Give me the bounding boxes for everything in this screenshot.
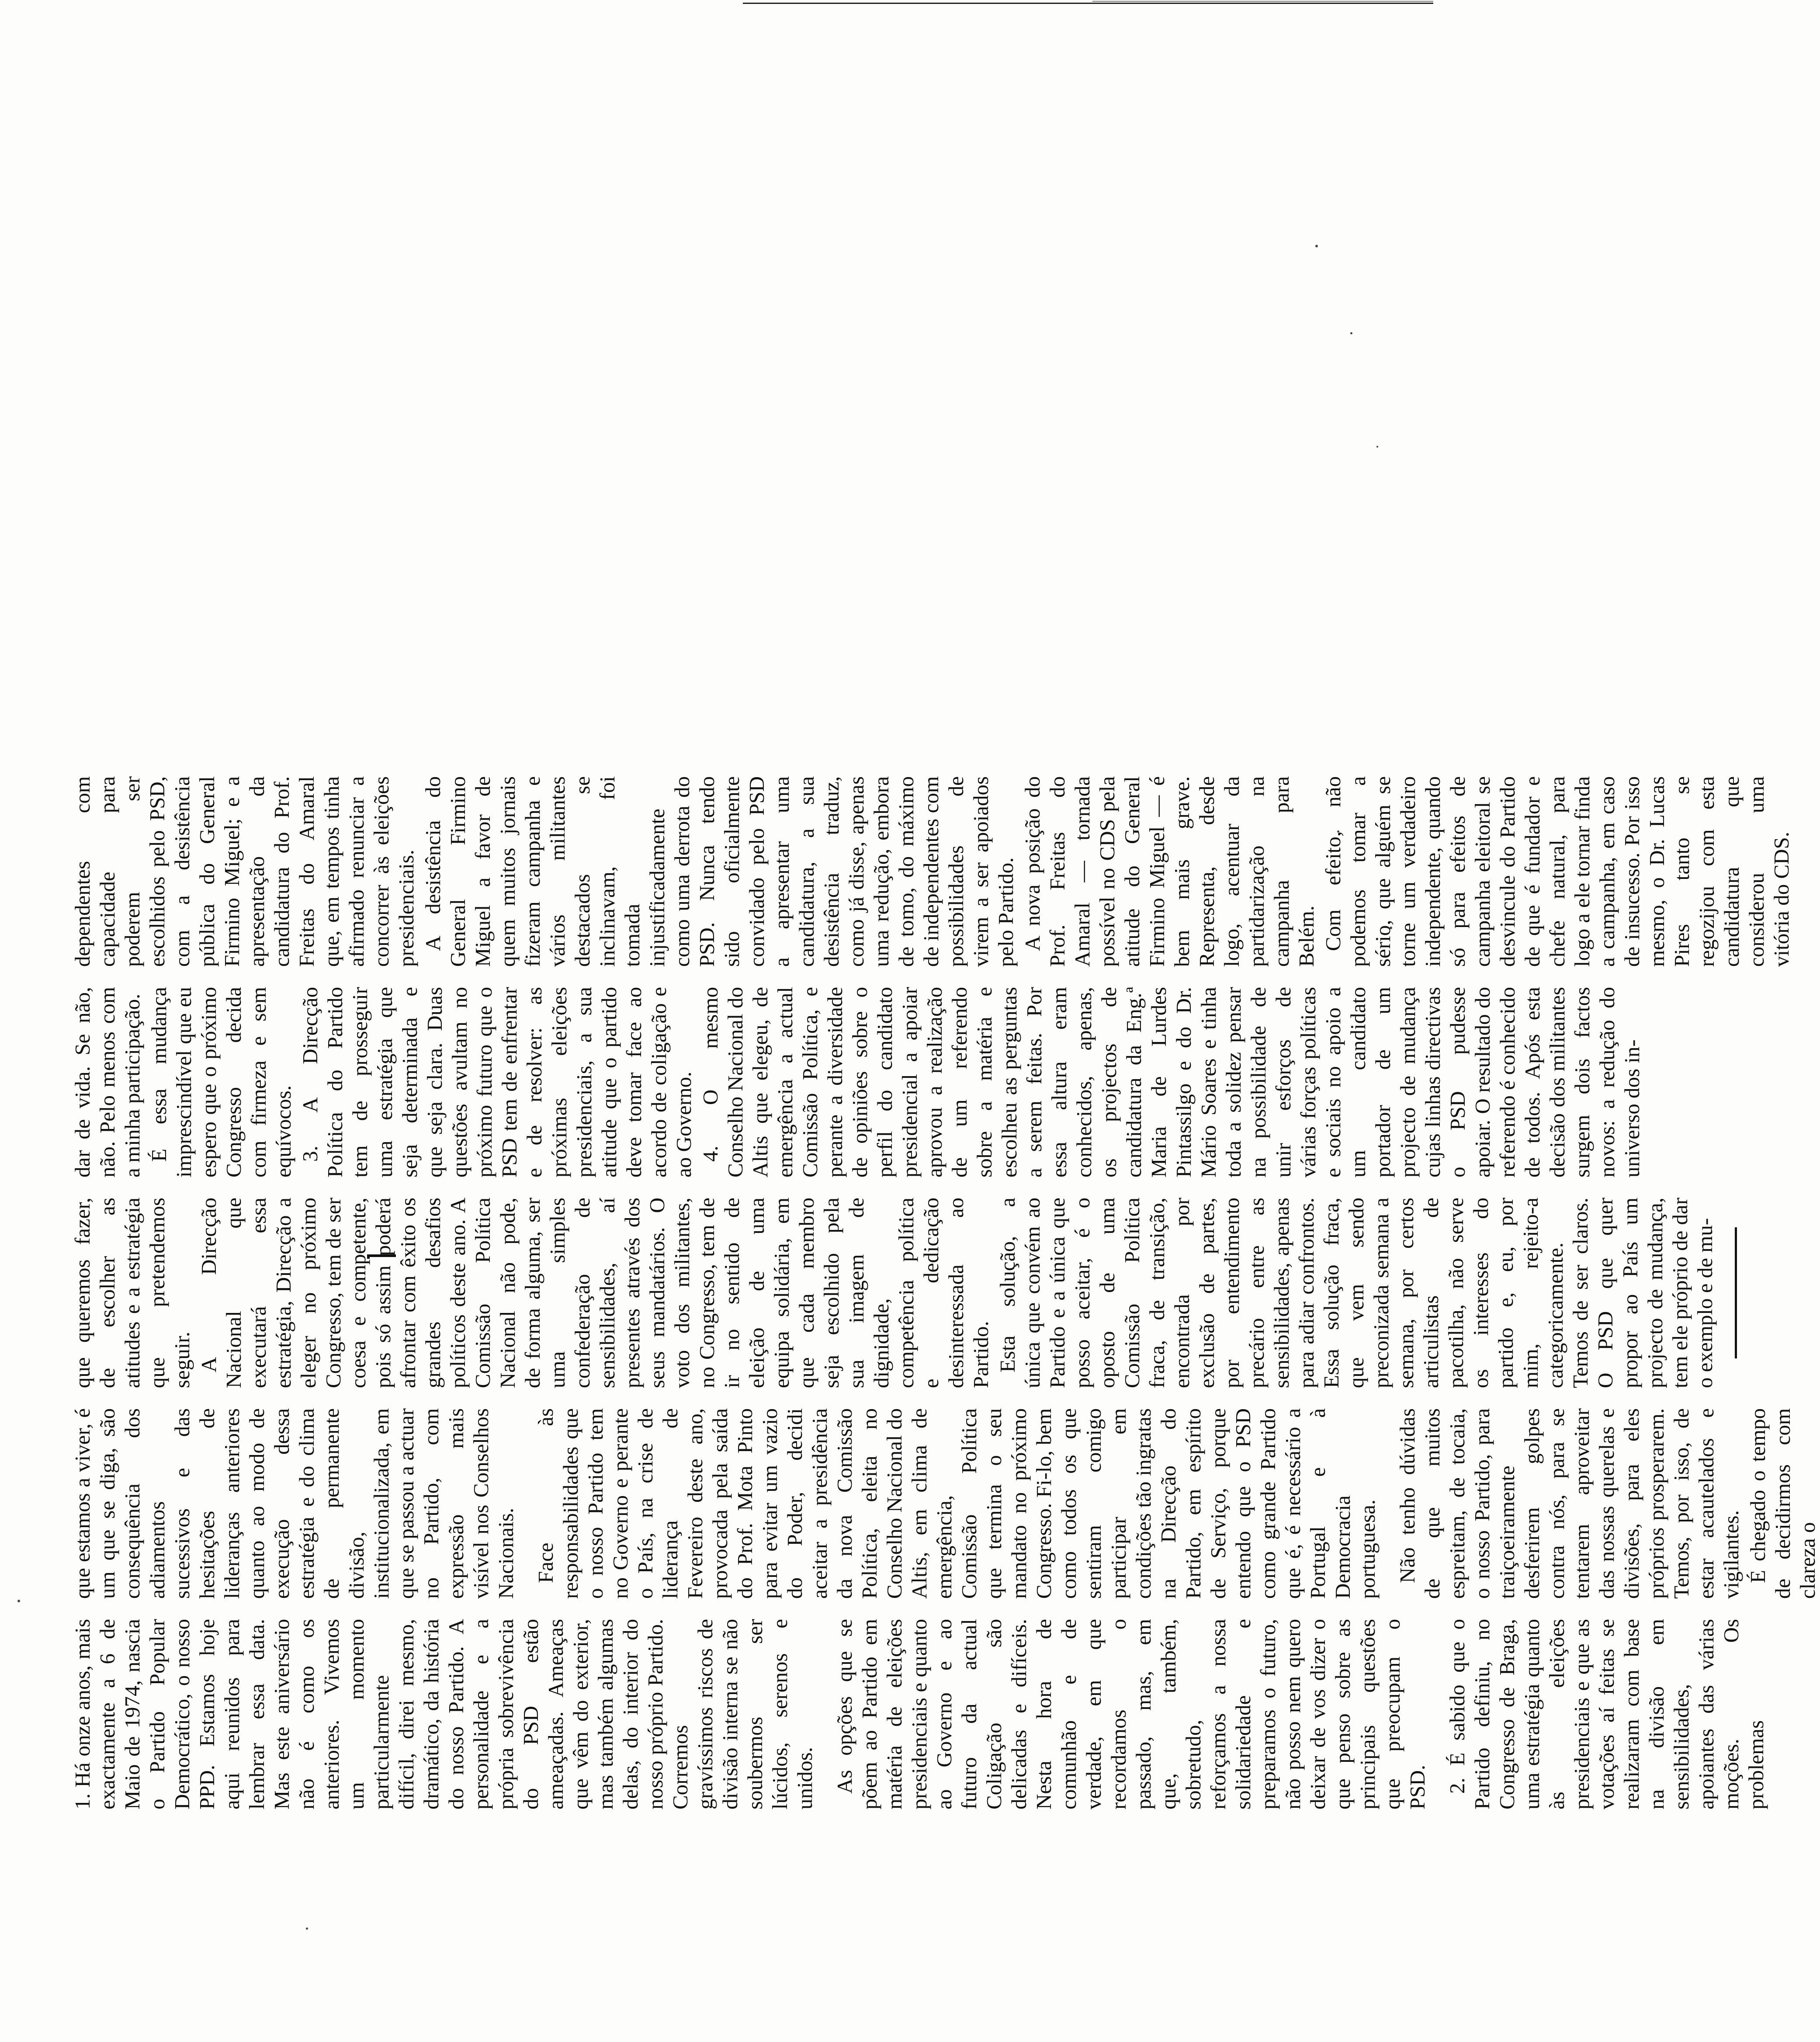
paragraph: dependentes com capacidade para poderem ser escolhidos pelo PSD, com a desistência pública do General Firmino Miguel; e a apresentação da candidatura do Prof. Freitas do Amaral que, em tempos tinha afirmado renunciar a concorrer às eleições presidenciais. [70, 776, 418, 967]
paragraph: Com efeito, não podemos tomar a sério, que alguém se torne um verdadeiro independente, quando só para efeitos de campanha eleitoral se desvincule do Partido de que é fundador e chefe natural, para logo a ele tornar finda a campanha, em caso de insucesso. Por isso mesmo, o Dr. Lucas Pires tanto se regozijou com esta candidatura que considerou uma vitória do CDS. [1321, 776, 1793, 967]
paragraph: As opções que se põem ao Partido em matéria de eleições presidenciais e quanto ao Governo e ao futuro da actual Coligação são delicadas e difíceis. Nesta hora de comunhão e de verdade, em que recordamos o passado, mas, em que, também, sobretudo, reforçamos a nossa solidariedade e preparamos o futuro, não posso nem quero deixar de vos dizer o que penso sobre as principais questões que preocupam o PSD. [832, 1619, 1429, 1809]
newspaper-clipping [70, 184, 1820, 1809]
column-rule [1735, 1227, 1737, 1358]
paragraph: A nova posição do Prof. Freitas do Amaral — tornada possível no CDS pela atitude do General Firmino Miguel — é bem mais grave. Representa, desde logo, acentuar da partidarização na campanha para Belém. [1020, 776, 1318, 967]
scan-edge-line-top-2 [1092, 1, 1433, 2]
paragraph: 3. A Direcção Política do Partido tem de prosseguir uma estratégia que seja determinada e que seja clara. Duas questões avultam no próximo futuro que o PSD tem de enfrentar e de resolver: as próximas eleições presidenciais, a sua atitude que o partido deve tomar face ao acordo de coligação e ao Governo. [298, 987, 696, 1177]
paragraph: 1. Há onze anos, mais exactamente a 6 de Maio de 1974, nascia o Partido Popular Democrático, o nosso PPD. Estamos hoje aqui reunidos para lembrar essa data. Mas este aniversário não é como os anteriores. Vivemos um momento particularmente difícil, direi mesmo, dramático, da história do nosso Partido. A personalidade e a própria sobrevivência do PSD estão ameaçadas. Ameaças que vêm do exterior, mas também algumas delas, do interior do nosso próprio Partido. Corremos gravíssimos riscos de divisão interna se não soubermos ser lúcidos, serenos e unidos. [70, 1619, 817, 1809]
paragraph: É essa mudança imprescindível que eu espero que o próximo Congresso decida com firmeza e sem equívocos. [147, 987, 295, 1177]
article-column-5 [70, 776, 1793, 967]
paragraph: A Direcção Nacional que executará essa estratégia, Direcção a eleger no próximo Congresso, tem de ser coesa e competente, pois só assim poderá afrontar com êxito os grandes desafios políticos deste ano. A Comissão Política Nacional não pode, de forma alguma, ser uma simples confederação de sensibilidades, aí presentes através dos seus mandatários. O voto dos militantes, no Congresso, tem de ir no sentido de eleição de uma equipa solidária, em que cada membro seja escolhido pela sua imagem de dignidade, competência política e dedicação desinteressada ao Partido. [197, 1198, 993, 1388]
paragraph: Face às responsabilidades que o nosso Partido tem no Governo e perante o País, na crise de liderança de Fevereiro deste ano, provocada pela saída do Prof. Mota Pinto para evitar um vazio do Poder, decidi aceitar a presidência da nova Comissão Política, eleita no Conselho Nacional do Altis, em clima de emergência, Comissão Política que termina o seu mandato no próximo Congresso. Fi-lo, bem como todos os que sentiram comigo participar em condições tão ingratas na Direcção do Partido, em espírito de Serviço, porque entendo que o PSD como grande Partido que é, é necessário a Portugal e à Democracia portuguesa. [534, 1408, 1380, 1599]
article-column-4 [70, 987, 1644, 1177]
paragraph: É chegado o tempo de decidirmos com clareza o [1746, 1408, 1820, 1599]
paragraph: dar de vida. Se não, não. Pelo menos com a minha participação. [70, 987, 144, 1177]
paragraph: que queremos fazer, de escolher as atitudes e a estratégia que pretendemos seguir. [70, 1198, 194, 1388]
scan-speckle [1350, 332, 1352, 334]
paragraph: Esta solução, a única que convém ao Partido e a única que posso aceitar, é o oposto de uma Comissão Política fraca, de transição, encontrada por exclusão de partes, por entendimento precário entre as sensibilidades, apenas para adiar confrontos. Essa solução fraca, que vem sendo preconizada semana a semana, por certos articulistas de pacotilha, não serve os interesses do partido e, eu, por mim, rejeito-a categoricamente. Temos de ser claros. O PSD que quer propor ao País um projecto de mudança, tem ele próprio de dar o exemplo e de mu- [995, 1198, 1717, 1388]
paragraph: que estamos a viver, é um que se diga, são consequência dos adiamentos sucessivos e das hesitações de lideranças anteriores quanto ao modo de execução dessa estratégia e do clima de permanente divisão, institucionalizada, em que se passou a actuar no Partido, com expressão mais visível nos Conselhos Nacionais. [70, 1408, 518, 1599]
scan-speckle [17, 1600, 20, 1602]
scan-speckle [1376, 446, 1378, 448]
scan-speckle [1315, 245, 1318, 247]
paragraph: A desistência do General Firmino Miguel a favor de quem muitos jornais fizeram campanha e vários militantes destacados se inclinavam, foi tomada injustificadamente como uma derrota do PSD. Nunca tendo sido oficialmente convidado pelo PSD a apresentar uma candidatura, a sua desistência traduz, como já disse, apenas uma redução, embora de tomo, do máximo de independentes com possibilidades de virem a ser apoiados pelo Partido. [421, 776, 1018, 967]
paragraph: 2. É sabido que o Partido definiu, no Congresso de Braga, uma estratégia quanto às eleições presidenciais e que as votações aí feitas se realizaram com base na divisão em sensibilidades, apoiantes das várias moções. Os problemas [1445, 1619, 1768, 1809]
paragraph: 4. O mesmo Conselho Nacional do Altis que elegeu, de emergência a actual Comissão Política, e perante a diversidade de opiniões sobre o perfil do candidato presidencial a apoiar aprovou a realização de um referendo sobre a matéria e escolheu as perguntas a serem feitas. Por essa altura eram conhecidos, apenas, os projectos de candidatura da Eng.ª Maria de Lurdes Pintassilgo e do Dr. Mário Soares e tinha toda a solidez pensar na possibilidade de unir esforços de várias forças políticas e sociais no apoio a um candidato portador de um projecto de mudança cujas linhas directivas o PSD pudesse apoiar. O resultado do referendo é conhecido de todos. Após esta decisão dos militantes surgem dois factos novos: a redução do universo dos in- [698, 987, 1644, 1177]
article-column-2 [70, 1408, 1820, 1599]
scan-speckle [306, 1927, 308, 1930]
scan-edge-line-top [743, 3, 1433, 4]
paragraph: Não tenho dúvidas de que muitos espreitam, de tocaia, o nosso Partido, para traiçoeiramente desferirem golpes contra nós, para se tentarem aproveitar das nossas querelas e divisões, para eles próprios prosperarem. Temos, por isso, de estar acautelados e vigilantes. [1395, 1408, 1743, 1599]
article-column-3 [70, 1198, 1717, 1388]
article-column-1 [70, 1619, 1768, 1809]
